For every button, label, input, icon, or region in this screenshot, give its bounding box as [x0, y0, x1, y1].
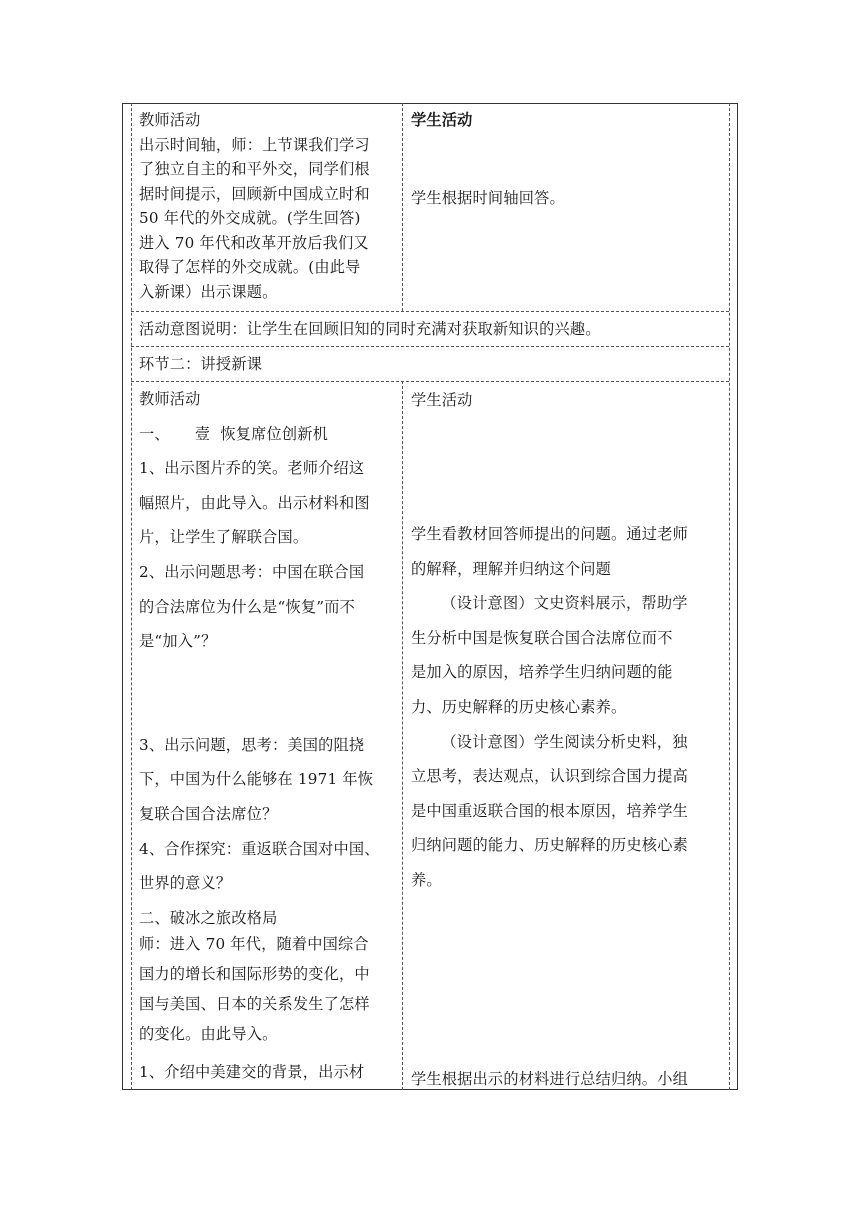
- text-line: 片，让学生了解联合国。: [139, 528, 309, 547]
- text-line: 1、出示图片乔的笑。老师介绍这: [139, 459, 365, 478]
- text-line: 生分析中国是恢复联合国合法席位而不: [411, 628, 673, 647]
- blank-line: [139, 659, 401, 728]
- text-line: 复联合国合法席位？: [139, 804, 278, 823]
- student-summary-text: [411, 1067, 727, 1092]
- teacher-activity-cell-1: [139, 108, 401, 304]
- student-activity-text: [411, 186, 727, 211]
- activity-intent-row: [139, 317, 727, 342]
- text-line: 国与美国、日本的关系发生了怎样: [139, 995, 370, 1013]
- text-line: 学生根据时间轴回答。: [411, 189, 565, 207]
- grid-line: [131, 103, 132, 1090]
- text-line: 力、历史解释的历史核心素养。: [411, 697, 627, 716]
- cell-heading: 学生活动: [411, 391, 473, 409]
- cell-heading: 教师活动: [139, 111, 201, 129]
- text-line: 是“加入”？: [139, 632, 217, 651]
- text-line: 下，中国为什么能够在 1971 年恢: [139, 770, 374, 789]
- student-activity-cell-1: [411, 108, 727, 133]
- teacher-activity-cell-2-tail: [139, 929, 401, 1087]
- text-line: （设计意图）文史资料展示，帮助学: [441, 594, 688, 613]
- student-activity-cell-2: [411, 388, 727, 413]
- cell-heading: 学生活动: [411, 111, 473, 129]
- text-line: 学生看教材回答师提出的问题。通过老师: [411, 525, 688, 543]
- text-line: 2、出示问题思考：中国在联合国: [139, 562, 365, 581]
- grid-line: [131, 346, 729, 347]
- text-line: 的变化。由此导入。: [139, 1025, 278, 1043]
- text-line: 立思考，表达观点，认识到综合国力提高: [411, 767, 688, 786]
- text-line: 是加入的原因，培养学生归纳问题的能: [411, 663, 673, 682]
- text-line: 养。: [411, 870, 442, 889]
- section-title: 环节二：讲授新课: [139, 355, 263, 373]
- grid-line: [131, 311, 729, 312]
- text-line: 50 年代的外交成就。(学生回答): [139, 209, 361, 227]
- text-line: 学生根据出示的材料进行总结归纳。小组: [411, 1070, 688, 1088]
- text-line: 了独立自主的和平外交，同学们根: [139, 160, 370, 178]
- grid-line: [729, 103, 730, 1090]
- text-line: （设计意图）学生阅读分析史料，独: [441, 732, 688, 751]
- teacher-activity-cell-2: [139, 382, 401, 935]
- text-line: 1、介绍中美建交的背景，出示材: [139, 1063, 365, 1081]
- text-line: 进入 70 年代和改革开放后我们又: [139, 233, 369, 252]
- text-line: 入新课）出示课题。: [139, 282, 278, 301]
- intent-text: 活动意图说明：让学生在回顾旧知的同时充满对获取新知识的兴趣。: [139, 320, 601, 338]
- text-line: 幅照片，由此导入。出示材料和图: [139, 493, 370, 512]
- text-line: 3、出示问题，思考：美国的阻挠: [139, 735, 365, 754]
- text-line: 出示时间轴，师：上节课我们学习: [139, 135, 370, 154]
- text-line: 据时间提示，回顾新中国成立时和: [139, 184, 370, 203]
- subsection-heading: 一、 壹 恢复席位创新机: [139, 424, 329, 443]
- text-line: 4、合作探究：重返联合国对中国、: [139, 839, 380, 858]
- student-answer-text: [411, 517, 727, 898]
- text-line: 世界的意义？: [139, 874, 232, 893]
- text-line: 国力的增长和国际形势的变化，中: [139, 965, 370, 983]
- text-line: 的解释，理解并归纳这个问题: [411, 559, 612, 578]
- text-line: 师：进入 70 年代，随着中国综合: [139, 935, 369, 953]
- grid-line: [402, 103, 403, 311]
- section-row: [139, 352, 727, 377]
- subsection-heading: 二、破冰之旅改格局: [139, 908, 278, 927]
- text-line: 的合法席位为什么是“恢复”而不: [139, 597, 355, 616]
- text-line: 取得了怎样的外交成就。(由此导: [139, 258, 361, 276]
- grid-line: [402, 381, 403, 1090]
- text-line: 归纳问题的能力、历史解释的历史核心素: [411, 836, 688, 855]
- text-line: 是中国重返联合国的根本原因，培养学生: [411, 801, 688, 820]
- cell-heading: 教师活动: [139, 390, 201, 408]
